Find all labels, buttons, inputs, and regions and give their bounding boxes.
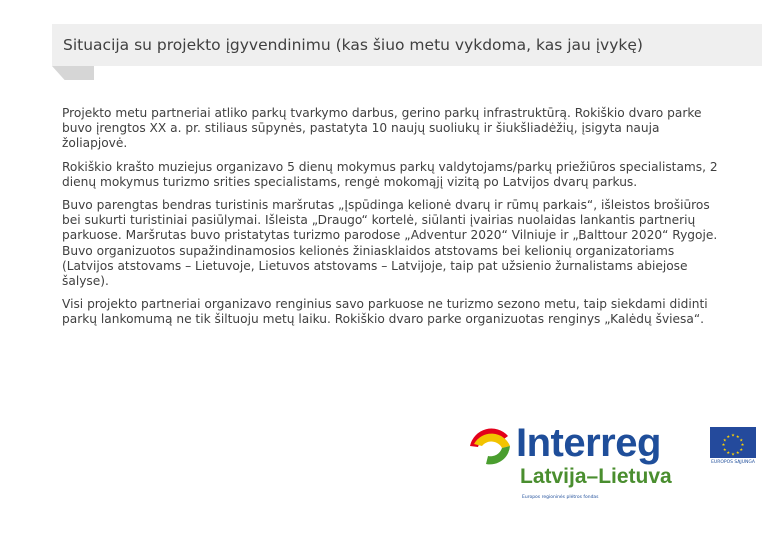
- svg-text:★: ★: [740, 442, 745, 447]
- paragraph-4: Visi projekto partneriai organizavo renginius savo parkuose ne turizmo sezono metu, taip siekdami didinti parkų lankomumą ne tik šiltuoju metų laiku. Rokiškio dvaro parke organizuotas renginys „Kalėdų šviesa“.: [62, 297, 708, 327]
- interreg-brand-text: Interreg: [516, 421, 661, 465]
- eu-label: EUROPOS SĄJUNGA: [711, 460, 755, 465]
- svg-text:★: ★: [721, 442, 726, 447]
- slide-title: Situacija su projekto įgyvendinimu (kas šiuo metu vykdoma, kas jau įvykę): [63, 36, 643, 54]
- paragraph-2: Rokiškio krašto muziejus organizavo 5 dienų mokymus parkų valdytojams/parkų priežiūros specialistams, 2 dienų mokymus turizmo srities specialistams, rengė mokomąjį vizitą po Latvijos dvarų parkus.: [62, 159, 718, 189]
- svg-text:★: ★: [735, 433, 740, 439]
- paragraph-1: Projekto metu partneriai atliko parkų tvarkymo darbus, gerino parkų infrastruktūrą. Rokiškio dvaro parke buvo įrengtos XX a. pr. stiliaus sūpynės, pastatyta 10 naujų suoliukų ir šiukšliadėžių, įsigyta nauja žoliapjovė.: [62, 106, 702, 151]
- svg-text:★: ★: [739, 437, 744, 443]
- interreg-logo: [464, 420, 704, 510]
- fund-tagline-text: Europos regioninės plėtros fondas: [522, 495, 599, 500]
- svg-text:★: ★: [735, 450, 740, 456]
- svg-text:★: ★: [731, 432, 735, 438]
- title-banner-tab: [52, 66, 94, 80]
- paragraph-3: Buvo parengtas bendras turistinis maršrutas „Įspūdinga kelionė dvarų ir rūmų parkais“, išleistos brošiūros bei sukurti turistiniai pasiūlymai. Išleista „Draugo“ kortelė, siūlanti įvairias nuolaidas lankantis partnerių parkuose. Maršrutas buvo pristatytas turizmo parodose „Adventur 2020“ Vilniuje ir „Balttour 2020“ Rygoje. Buvo organizuotos supažindinamosios kelionės žiniasklaidos atstovams bei kelionių organizatoriams (Latvijos atstovams – Lietuvoje, Lietuvos atstovams – Latvijoje, taip pat užsienio žurnalistams abiejose šalyse).: [62, 198, 718, 289]
- svg-text:★: ★: [722, 446, 727, 452]
- interreg-swirl-icon: [470, 429, 510, 465]
- programme-region-text: Latvija–Lietuva: [520, 465, 672, 488]
- slide-body: [62, 106, 722, 336]
- svg-text:★: ★: [731, 451, 735, 457]
- svg-text:★: ★: [726, 433, 731, 439]
- eu-flag-icon: [710, 427, 756, 458]
- svg-text:★: ★: [726, 450, 731, 456]
- title-banner: [52, 24, 762, 66]
- svg-text:★: ★: [739, 446, 744, 452]
- svg-text:★: ★: [722, 437, 727, 443]
